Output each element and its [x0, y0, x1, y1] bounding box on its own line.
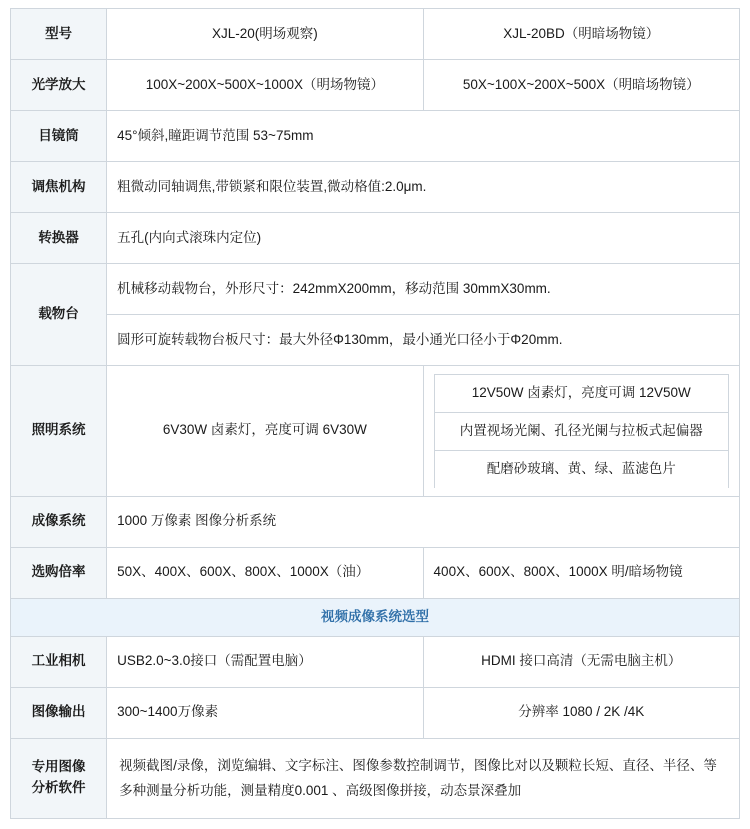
table-row: [11, 264, 740, 315]
row-label-illumination: 照明系统: [11, 366, 107, 497]
table-row: [11, 636, 740, 687]
row-label-industrial-camera: 工业相机: [11, 636, 107, 687]
table-row: [11, 738, 740, 818]
row-label-nosepiece: 转换器: [11, 213, 107, 264]
row-value-focusing: 粗微动同轴调焦,带锁紧和限位装置,微动格值:2.0μm.: [107, 162, 740, 213]
list-item: [434, 412, 728, 450]
row-label-optional-magnification: 选购倍率: [11, 547, 107, 598]
table-row: [11, 598, 740, 636]
row-label-stage: 载物台: [11, 264, 107, 366]
row-label-analysis-software-line1: 专用图像: [31, 759, 86, 775]
row-value-model-2: XJL-20BD（明暗场物镜）: [423, 9, 739, 60]
row-value-optional-2: 400X、600X、800X、1000X 明/暗场物镜: [423, 547, 739, 598]
row-label-analysis-software-line2: 分析软件: [31, 780, 86, 796]
table-row: [11, 60, 740, 111]
row-value-optional-1: 50X、400X、600X、800X、1000X（油）: [107, 547, 423, 598]
table-row: [11, 162, 740, 213]
row-value-analysis-software: 视频截图/录像，浏览编辑、文字标注、图像参数控制调节，图像比对以及颗粒长短、直径、半径、等多种测量分析功能，测量精度0.001 、高级图像拼接，动态景深叠加: [107, 738, 740, 818]
row-value-model-1: XJL-20(明场观察): [107, 9, 423, 60]
row-label-analysis-software: [11, 738, 107, 818]
row-value-nosepiece: 五孔(内向式滚珠内定位): [107, 213, 740, 264]
table-row: [11, 315, 740, 366]
list-item: [434, 450, 728, 487]
row-value-illumination-sub-list: [423, 366, 739, 497]
row-value-output-2: 分辨率 1080 / 2K /4K: [423, 687, 739, 738]
row-value-camera-2: HDMI 接口高清（无需电脑主机）: [423, 636, 739, 687]
illumination-sub-3: 配磨砂玻璃、黄、绿、蓝滤色片: [434, 450, 728, 487]
table-row: [11, 111, 740, 162]
table-row: [11, 366, 740, 497]
table-row: [11, 213, 740, 264]
illumination-sub-1: 12V50W 卤素灯，亮度可调 12V50W: [434, 375, 728, 413]
table-row: [11, 9, 740, 60]
row-label-model: 型号: [11, 9, 107, 60]
row-value-stage-1: 机械移动载物台，外形尺寸：242mmX200mm，移动范围 30mmX30mm.: [107, 264, 740, 315]
row-value-optical-1: 100X~200X~500X~1000X（明场物镜）: [107, 60, 423, 111]
row-value-optical-2: 50X~100X~200X~500X（明暗场物镜）: [423, 60, 739, 111]
list-item: [434, 375, 728, 413]
row-label-image-output: 图像输出: [11, 687, 107, 738]
section-title-video-imaging: 视频成像系统选型: [11, 598, 740, 636]
table-row: [11, 687, 740, 738]
row-label-eyepiece-tube: 目镜筒: [11, 111, 107, 162]
row-label-focusing: 调焦机构: [11, 162, 107, 213]
row-value-stage-2: 圆形可旋转载物台板尺寸：最大外径Φ130mm，最小通光口径小于Φ20mm.: [107, 315, 740, 366]
row-value-output-1: 300~1400万像素: [107, 687, 423, 738]
illumination-sub-table: [434, 374, 729, 488]
row-label-optical-magnification: 光学放大: [11, 60, 107, 111]
row-label-imaging-system: 成像系统: [11, 496, 107, 547]
table-row: [11, 547, 740, 598]
specification-table: [10, 8, 740, 819]
table-row: [11, 496, 740, 547]
row-value-eyepiece-tube: 45°倾斜,瞳距调节范围 53~75mm: [107, 111, 740, 162]
row-value-imaging-system: 1000 万像素 图像分析系统: [107, 496, 740, 547]
illumination-sub-2: 内置视场光阑、孔径光阑与拉板式起偏器: [434, 412, 728, 450]
row-value-illumination-main: 6V30W 卤素灯，亮度可调 6V30W: [107, 366, 423, 497]
row-value-camera-1: USB2.0~3.0接口（需配置电脑）: [107, 636, 423, 687]
